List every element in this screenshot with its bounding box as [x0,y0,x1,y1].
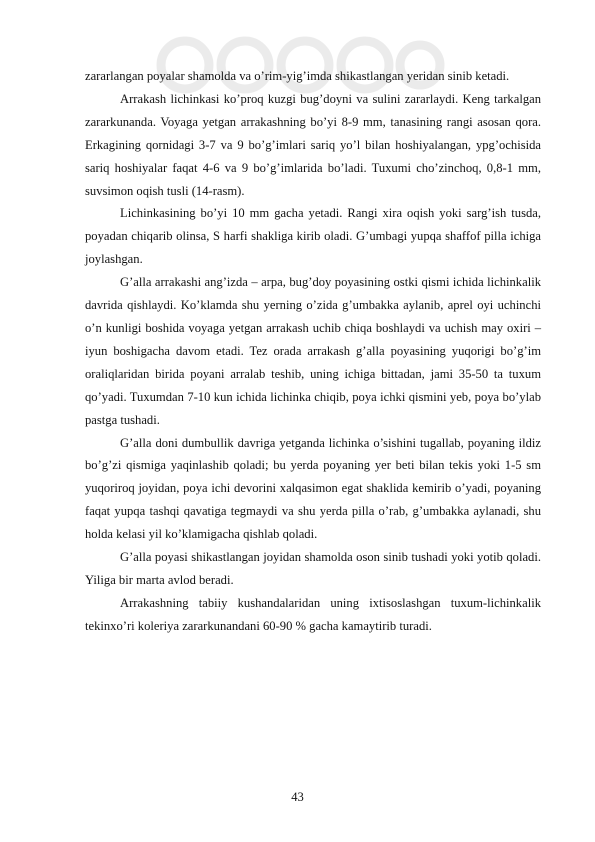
paragraph: Lichinkasining bo’yi 10 mm gacha yetadi. Rangi xira oqish yoki sarg’ish tusda, poyadan chiqarib olinsa, S harfi shakliga kirib oladi. G’umbagi yupqa shaffof pilla ichiga joylashgan. [85,206,541,267]
paragraph: G’alla poyasi shikastlangan joyidan shamolda oson sinib tushadi yoki yotib qoladi. Yiliga bir marta avlod beradi. [85,550,541,587]
paragraph: G’alla arrakashi ang’izda – arpa, bug’doy poyasining ostki qismi ichida lichinkalik davrida qishlaydi. Ko’klamda shu yerning o’zida g’umbakka aylanib, aprel oyi uchinchi o’n kunligi boshida voyaga yetgan arrakash uchib chiqa boshlaydi va uchish may oxiri – iyun boshigacha davom etadi. Tez orada arrakash g’alla poyasining yuqorigi bo’g’im oraliqlaridan birida poyani arralab teshib, uning ichiga bittadan, jami 35-50 ta tuxum qo’yadi. Tuxumdan 7-10 kun ichida lichinka chiqib, poya ichki qismini yeb, poya bo’ylab pastga tushadi. [85,275,541,427]
paragraph: Arrakash lichinkasi ko’proq kuzgi bug’doyni va sulini zararlaydi. Keng tarkalgan zararkunanda. Voyaga yetgan arrakashning bo’yi 8-9 mm, tanasining rangi asosan qora. Erkagining qornidagi 3-7 va 9 bo’g’imlari sariq yo’l bilan hoshiyalangan, ypg’ochisida sariq hoshiyalar faqat 4-6 va 9 bo’g’imlarida bo’ladi. Tuxumi cho’zinchoq, 0,8-1 mm, suvsimon oqish tusli (14-rasm). [85,91,541,198]
paragraph: G’alla doni dumbullik davriga yetganda lichinka o’sishini tugallab, poyaning ildiz bo’g’zi qismiga yaqinlashib qoladi; bu yerda poyaning yer beti bilan tekis yoki 1-5 sm yuqoriroq joyidan, poya ichi devorini xalqasimon egat shaklida kemirib o’yadi, poyaning faqat yupqa tashqi qavatiga tegmaydi va shu yerda pilla o’rab, g’umbakka aylanadi, shu holda kelasi yil ko’klamigacha qishlab qoladi. [85,435,541,542]
paragraph: Arrakashning tabiiy kushandalaridan uning ixtisoslashgan tuxum-lichinkalik tekinxo’ri koleriya zararkunandani 60-90 % gacha kamaytirib turadi. [85,595,541,633]
paragraph: zararlangan poyalar shamolda va o’rim-yig’imda shikastlangan yeridan sinib ketadi. [85,69,510,83]
document-body [85,65,541,638]
page-number: 43 [291,790,304,804]
